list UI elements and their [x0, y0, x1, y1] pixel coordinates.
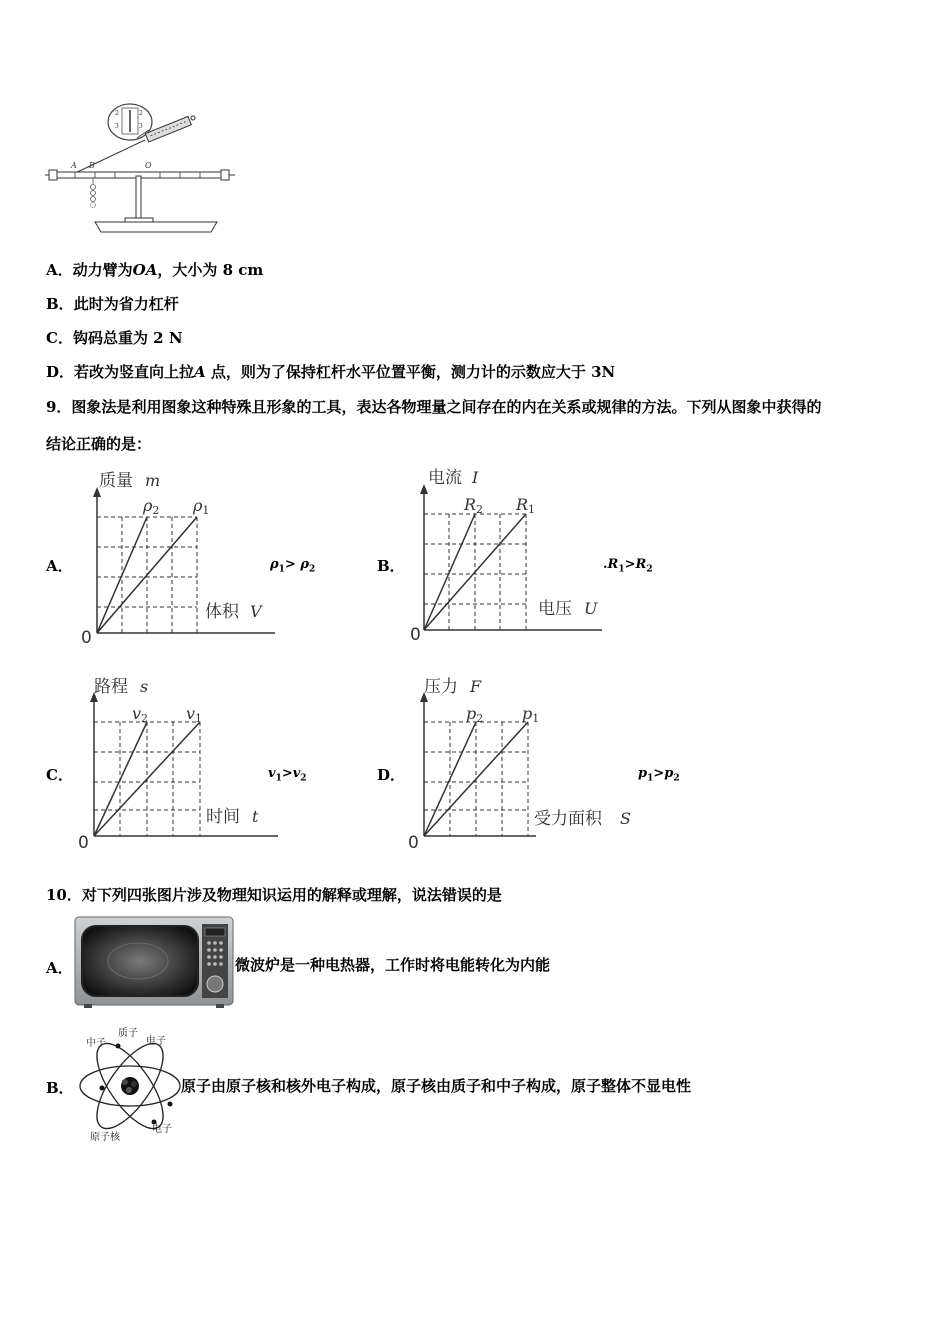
graph-b-shallow: R1 — [516, 495, 536, 516]
graph-a-xlabel: 体积 — [205, 602, 239, 622]
q10-option-b-letter: B． — [46, 1079, 74, 1097]
graph-d-ylabel: 压力 — [424, 677, 458, 697]
svg-text:3: 3 — [115, 123, 119, 130]
graph-c-xvar: t — [252, 807, 259, 826]
q9-conclusion-d: $p_1>p_2$ — [638, 766, 680, 784]
lever-label-a: A — [71, 161, 77, 170]
q9-option-b-letter: B． — [377, 557, 405, 575]
q9-stem-line1: 9．图象法是利用图象这种特殊且形象的工具，表达各物理量之间存在的内在关系或规律的方法。下列从图象中获得的 — [46, 398, 822, 416]
atom-diagram — [74, 1024, 186, 1144]
lever-label-o: O — [145, 161, 152, 170]
svg-text:2: 2 — [139, 110, 143, 117]
atom-label-electron-bottom: 电子 — [152, 1124, 172, 1135]
graph-d-xvar: S — [620, 809, 631, 828]
q10-option-a-text: 微波炉是一种电热器，工作时将电能转化为内能 — [235, 956, 551, 974]
graph-a-origin: 0 — [81, 628, 92, 645]
atom-label-electron-top: 电子 — [146, 1036, 166, 1047]
graph-d-steep: p2 — [466, 704, 484, 725]
q9-graph-d — [402, 672, 642, 852]
q9-graph-b — [402, 462, 612, 642]
svg-text:2: 2 — [115, 110, 119, 117]
graph-b-yvar: I — [472, 468, 479, 487]
q9-conclusion-a: $\rho_1> \rho_2$ — [270, 557, 316, 575]
atom-label-nucleus: 原子核 — [90, 1132, 120, 1143]
graph-b-origin: 0 — [410, 625, 421, 642]
q8-option-d: D．若改为竖直向上拉A 点，则为了保持杠杆水平位置平衡，测力计的示数应大于 3N — [46, 363, 616, 381]
q9-graph-c — [72, 672, 282, 852]
lever-figure — [45, 100, 245, 240]
graph-c-origin: 0 — [78, 833, 89, 852]
graph-c-ylabel: 路程 — [94, 677, 128, 697]
lever-label-b: B — [89, 161, 95, 170]
graph-a-steep: ρ2 — [143, 496, 160, 517]
graph-b-steep: R2 — [464, 495, 484, 516]
q9-conclusion-c: $v_1>v_2$ — [268, 766, 307, 784]
graph-a-ylabel: 质量 — [99, 471, 133, 491]
graph-a-yvar: m — [145, 471, 161, 490]
microwave-image — [74, 916, 234, 1008]
q9-option-d-letter: D． — [377, 766, 406, 784]
q9-option-c-letter: C． — [46, 766, 73, 784]
q10-option-a-letter: A． — [46, 959, 73, 977]
graph-a-xvar: V — [250, 602, 262, 621]
svg-text:3: 3 — [139, 123, 143, 130]
q8-option-b: B．此时为省力杠杆 — [46, 295, 179, 313]
graph-a-shallow: ρ1 — [193, 496, 210, 517]
q9-stem-line2: 结论正确的是： — [46, 435, 152, 453]
graph-d-xlabel: 受力面积 — [534, 809, 602, 829]
graph-c-xlabel: 时间 — [206, 807, 240, 827]
q9-conclusion-b: $.R_1>R_2$ — [603, 557, 653, 575]
atom-label-proton: 质子 — [118, 1028, 138, 1039]
graph-c-steep: v2 — [132, 704, 149, 725]
atom-label-neutron: 中子 — [86, 1038, 106, 1049]
q10-stem: 10．对下列四张图片涉及物理知识运用的解释或理解，说法错误的是 — [46, 886, 502, 904]
graph-b-xlabel: 电压 — [538, 599, 572, 619]
q8-option-a: A．动力臂为OA，大小为 8 cm — [46, 261, 264, 279]
graph-b-ylabel: 电流 — [428, 468, 462, 488]
q9-graph-a — [75, 465, 285, 645]
q10-option-b-text: 原子由原子核和核外电子构成，原子核由质子和中子构成，原子整体不显电性 — [181, 1077, 692, 1095]
graph-d-yvar: F — [470, 677, 482, 696]
graph-b-xvar: U — [584, 599, 598, 618]
graph-d-shallow: p1 — [522, 704, 540, 725]
graph-c-yvar: s — [140, 677, 149, 696]
q9-option-a-letter: A． — [46, 557, 73, 575]
graph-c-shallow: v1 — [186, 704, 203, 725]
graph-d-origin: 0 — [408, 833, 419, 852]
q8-option-c: C．钩码总重为 2 N — [46, 329, 183, 347]
